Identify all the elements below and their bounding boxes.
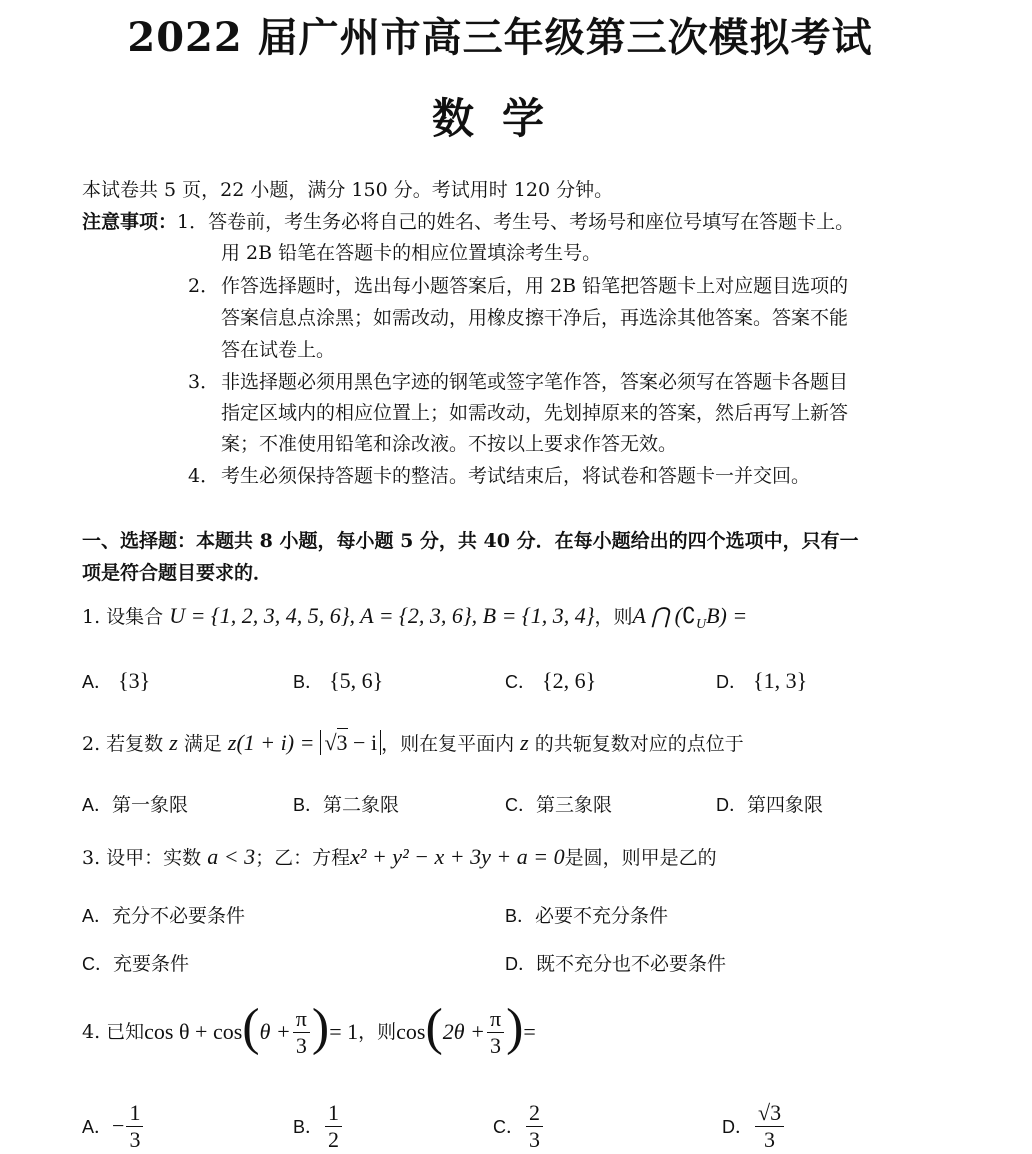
q3-suffix: 是圆，则甲是乙的 [564,847,717,869]
option-value: 第二象限 [323,794,400,816]
q2-option-c[interactable] [505,790,612,817]
right-paren: ) [506,999,524,1056]
option-value: 必要不充分条件 [535,905,669,927]
q4-prefix: 4. 已知 [82,1021,145,1043]
exam-intro: 本试卷共 5 页，22 小题，满分 150 分。考试用时 120 分钟。 [82,179,614,201]
q4-option-d[interactable] [722,1098,786,1154]
frac-numerator: √3 [755,1100,784,1127]
pi-over-3-fraction [293,1006,310,1059]
option-value: 第三象限 [536,794,613,816]
question-4 [82,999,536,1062]
q3-option-a[interactable] [82,901,245,928]
option-fraction [325,1100,342,1153]
note-line: 指定区域内的相应位置上；如需改动，先划掉原来的答案，然后再写上新答 [221,402,849,424]
q3-equation: x² + y² − x + 3y + a = 0 [350,844,565,869]
q3-option-d[interactable] [505,949,726,976]
option-label: C． [505,795,536,815]
q1-option-d[interactable] [716,668,807,694]
option-label: D． [722,1117,753,1137]
q1-option-a[interactable] [82,668,150,694]
option-value: {2, 6} [542,668,597,693]
exam-title: 2022 届广州市高三年级第三次模拟考试 [127,14,873,61]
option-label: A． [82,795,113,815]
option-value: {5, 6} [329,668,384,693]
left-paren: ( [242,999,260,1056]
q3-cond: a < 3 [207,844,256,869]
q2-option-d[interactable] [716,790,823,817]
q3-mid: ；乙：方程 [255,847,351,869]
option-label: B． [293,795,324,815]
note-line: 用 2B 铅笔在答题卡的相应位置填涂考生号。 [221,242,602,264]
q1-sets: U = {1, 2, 3, 4, 5, 6}, A = {2, 3, 6}, B = {1, 3, 4} [169,603,595,628]
q2-prefix: 2. 若复数 [82,733,164,755]
note-line: 作答选择题时，选出每小题答案后，用 2B 铅笔把答题卡上对应题目选项的 [221,275,849,297]
option-value: 充分不必要条件 [112,905,246,927]
option-label: C． [82,954,113,974]
notes-label: 注意事项： [82,211,178,233]
option-fraction [526,1100,543,1153]
note-line: 考生必须保持答题卡的整洁。考试结束后，将试卷和答题卡一并交回。 [221,465,811,487]
note-line: 答在试卷上。 [221,339,336,361]
q2-minus-i: − i [353,730,378,755]
option-label: D． [716,795,747,815]
note-line: 案；不准使用铅笔和涂改液。不按以上要求作答无效。 [221,433,678,455]
option-fraction [126,1100,143,1153]
question-2 [82,731,744,756]
frac-numerator: π [487,1006,504,1033]
section-heading: 一、选择题：本题共 8 小题，每小题 5 分，共 40 分．在每小题给出的四个选项中，只有一 [82,530,859,552]
q4-twotheta: 2θ + [442,1019,485,1044]
q1-option-c[interactable] [505,668,596,694]
note-line: 非选择题必须用黑色字迹的钢笔或签字笔作答，答案必须写在答题卡各题目 [221,371,849,393]
option-label: B． [293,672,324,692]
q1-sub: U [695,616,707,632]
q2-z2: z [520,730,529,755]
q2-suffix-b: 的共轭复数对应的点位于 [534,733,744,755]
frac-denominator: 2 [328,1126,340,1152]
option-label: A． [82,672,113,692]
frac-numerator: 1 [126,1100,143,1127]
q4-theta: θ + [259,1019,291,1044]
option-value: {1, 3} [753,668,808,693]
note-number: 2． [188,275,220,297]
option-value: 第一象限 [112,794,189,816]
q2-abs-value [320,730,381,755]
note-item-1 [82,210,854,234]
left-paren: ( [425,999,443,1056]
option-label: C． [505,672,536,692]
section-heading-cont: 项是符合题目要求的． [82,562,273,584]
q2-expr-left: z(1 + i) = [227,730,315,755]
q4-option-a[interactable] [82,1098,145,1154]
q1-expr-c: B) = [706,603,748,628]
option-value: {3} [118,668,151,693]
q4-option-b[interactable] [293,1098,344,1154]
sqrt-icon: √ [324,730,337,755]
q4-option-c[interactable] [493,1098,545,1154]
question-1 [82,604,747,637]
q4-cos1: cos θ + cos [144,1019,243,1044]
option-label: D． [505,954,536,974]
q1-mid: ，则 [594,606,633,628]
q3-prefix: 3. 设甲：实数 [82,847,202,869]
pi-over-3-fraction [487,1006,504,1059]
q2-suffix-a: ，则在复平面内 [381,733,515,755]
right-paren: ) [311,999,330,1056]
option-label: D． [716,672,747,692]
note-number: 1． [177,211,209,233]
complement-icon: ∁ [681,604,696,629]
q4-mid: ，则 [358,1021,397,1043]
q2-option-b[interactable] [293,790,399,817]
option-label: A． [82,906,113,926]
q2-mid: 满足 [183,733,222,755]
q2-option-a[interactable] [82,790,188,817]
frac-numerator: 2 [526,1100,543,1127]
option-value: 第四象限 [747,794,824,816]
option-value: 既不充分也不必要条件 [536,953,727,975]
note-text: 答卷前，考生务必将自己的姓名、考生号、考场号和座位号填写在答题卡上。 [208,211,855,233]
q2-z: z [169,730,178,755]
frac-denominator: 3 [129,1126,141,1152]
option-value: 充要条件 [113,953,190,975]
frac-numerator: π [293,1006,310,1033]
q3-option-b[interactable] [505,901,668,928]
option-label: B． [505,906,536,926]
frac-denominator: 3 [764,1126,776,1152]
q3-option-c[interactable] [82,949,189,976]
option-label: C． [493,1117,524,1137]
option-label: A． [82,1117,113,1137]
q4-cos2: cos [396,1019,426,1044]
option-fraction [755,1100,784,1153]
q4-eq2: = [523,1019,536,1044]
q1-option-b[interactable] [293,668,383,694]
q1-prefix: 1. 设集合 [82,606,164,628]
subject-title: 数学 [431,94,572,143]
q1-expr-a: A ⋂ ( [632,603,682,628]
frac-denominator: 3 [490,1032,501,1058]
question-3 [82,845,717,870]
frac-denominator: 3 [295,1032,307,1058]
option-label: B． [293,1117,324,1137]
frac-denominator: 3 [529,1126,540,1152]
minus-sign: − [112,1113,125,1138]
q2-sqrt-val: 3 [336,730,348,755]
note-number: 3． [188,371,220,393]
q4-eq1: = 1 [329,1019,359,1044]
frac-numerator: 1 [325,1100,342,1127]
note-line: 答案信息点涂黑；如需改动，用橡皮擦干净后，再选涂其他答案。答案不能 [221,307,849,329]
note-number: 4． [188,465,220,487]
